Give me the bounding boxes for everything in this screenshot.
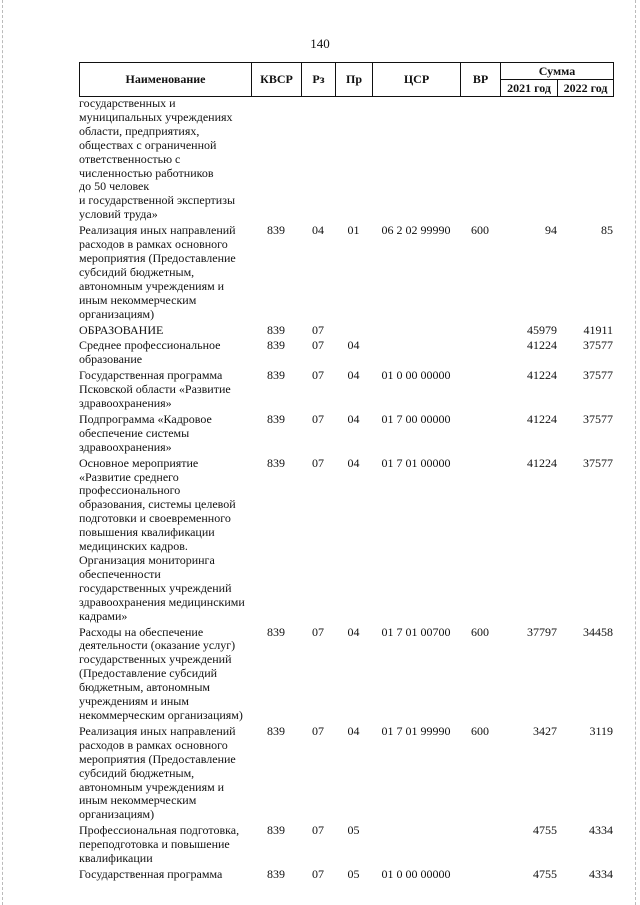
row-csr: 06 2 02 99990 [381,223,451,238]
row-name-line: субсидий бюджетным, [79,765,195,780]
row-vr [460,824,500,838]
row-vr [460,339,500,353]
row-name-line: мероприятия (Предоставление [79,250,236,265]
row-name-line: организациям) [79,807,155,822]
row-vr: 600 [471,223,489,238]
row-rz: 07 [312,322,324,337]
row-kvsr: 839 [267,411,285,426]
row-vr: 600 [471,624,489,639]
page-edge-right [635,0,637,905]
row-name-line: расходов в рамках основного [79,237,228,252]
row-sum-2022: 37577 [583,455,613,470]
row-name-line: ответственностью с [79,151,181,166]
row-name-line: Основное мероприятие [79,455,199,470]
row-name-line: здравоохранения» [79,396,172,411]
table-row [79,413,613,455]
row-name-line: переподготовка и повышение [79,837,230,852]
row-name-line: учреждениям и иным [79,694,189,709]
row-name-line: организациям) [79,306,155,321]
row-csr: 01 7 01 99990 [381,723,451,738]
row-name-line: численностью работников [79,165,214,180]
row-csr: 01 7 01 00000 [381,455,451,470]
row-name-line: подготовки и своевременного [79,511,231,526]
row-name-line: Государственная программа [79,866,223,881]
row-name-line: муниципальных учреждениях [79,109,233,124]
row-name-line: Государственная программа [79,368,223,383]
row-rz: 07 [312,866,324,881]
row-name-line: обеспечение системы [79,425,190,440]
row-pr: 01 [347,223,360,238]
table-row [79,97,613,222]
row-name-line: (Предоставление субсидий [79,666,218,681]
row-kvsr: 839 [267,455,285,470]
row-name-line: автономным учреждениям и [79,779,225,794]
row-name-line: здравоохранения медицинскими [79,594,245,609]
row-name-line: квалификации [79,851,153,866]
row-rz: 07 [312,723,324,738]
row-rz: 07 [312,368,324,383]
row-kvsr [251,97,301,111]
row-pr: 04 [347,338,360,353]
row-pr: 04 [347,411,360,426]
row-sum-2021: 3427 [533,723,557,738]
row-pr: 04 [347,455,360,470]
row-pr: 05 [347,823,360,838]
row-vr [460,868,500,882]
row-name-line: профессионального [79,483,181,498]
row-sum-2022: 37577 [583,338,613,353]
row-kvsr: 839 [267,624,285,639]
row-rz: 04 [312,223,324,238]
row-rz: 07 [312,411,324,426]
row-name-line: ОБРАЗОВАНИЕ [79,322,164,337]
header-rz: Рз [302,63,336,97]
table-row [79,324,613,338]
row-csr: 01 7 00 00000 [381,411,451,426]
row-vr [460,413,500,427]
row-vr [460,369,500,383]
row-name-line: образования, системы целевой [79,497,236,512]
row-name-line: условий труда» [79,207,158,222]
page-number: 140 [310,36,330,51]
row-vr: 600 [471,723,489,738]
row-sum-2022: 85 [601,223,613,238]
row-name-line: медицинских кадров. [79,539,188,554]
header-pr: Пр [336,63,373,97]
row-name-line: повышения квалификации [79,525,215,540]
row-sum-2021: 94 [545,223,557,238]
table-body [79,97,613,882]
row-kvsr: 839 [267,223,285,238]
row-sum-2022: 41911 [583,322,613,337]
row-name-line: Реализация иных направлений [79,723,236,738]
row-sum-2022: 3119 [589,723,613,738]
row-csr [372,324,460,338]
row-name-line: образование [79,352,143,367]
row-rz: 07 [312,338,324,353]
header-sum: Сумма [501,63,614,80]
row-csr: 01 0 00 00000 [381,866,451,881]
table-row [79,224,613,321]
row-csr [372,824,460,838]
row-kvsr: 839 [267,368,285,383]
row-sum-2022: 34458 [583,624,613,639]
row-name-line: Реализация иных направлений [79,223,236,238]
row-vr [460,97,500,111]
row-rz: 07 [312,455,324,470]
row-pr [335,97,372,111]
row-name-line: бюджетным, автономным [79,680,210,695]
row-name-line: Псковской области «Развитие [79,382,231,397]
row-name-line: государственных и [79,96,176,110]
row-kvsr: 839 [267,823,285,838]
row-sum-2021: 41224 [527,411,557,426]
row-name-line: и государственной экспертизы [79,193,236,208]
table-row [79,626,613,723]
row-csr: 01 0 00 00000 [381,368,451,383]
row-name-line: обществах с ограниченной [79,137,217,152]
row-rz: 07 [312,624,324,639]
row-rz: 07 [312,823,324,838]
row-name-line: Подпрограмма «Кадровое [79,411,212,426]
row-name-line: Расходы на обеспечение [79,624,204,639]
row-vr [460,457,500,471]
row-sum-2021: 4755 [533,866,557,881]
row-kvsr: 839 [267,723,285,738]
row-sum-2022: 4334 [589,823,613,838]
header-vr: ВР [461,63,501,97]
row-name-line: деятельности (оказание услуг) [79,638,236,653]
row-csr [372,339,460,353]
row-sum-2022: 37577 [583,411,613,426]
table-row [79,824,613,866]
header-year-2022: 2022 год [558,80,614,97]
row-name-line: Профессиональная подготовка, [79,823,240,838]
row-sum-2021: 37797 [527,624,557,639]
row-name-line: Среднее профессиональное [79,338,221,353]
row-sum-2022: 4334 [589,866,613,881]
row-sum-2021: 41224 [527,368,557,383]
header-kvsr: КВСР [252,63,302,97]
row-name-line: здравоохранения» [79,439,172,454]
row-name-line: кадрами» [79,608,128,623]
header-year-2021: 2021 год [501,80,558,97]
row-name-line: Организация мониторинга [79,553,215,567]
row-sum-2021 [500,97,557,111]
row-sum-2021: 41224 [527,455,557,470]
row-rz [301,97,335,111]
row-name-line: иным некоммерческим [79,292,197,307]
row-kvsr: 839 [267,322,285,337]
row-pr: 04 [347,368,360,383]
row-sum-2022: 37577 [583,368,613,383]
table-row [79,369,613,411]
row-name-line: расходов в рамках основного [79,737,228,752]
row-pr: 05 [347,866,360,881]
row-csr [372,97,460,111]
row-vr [460,324,500,338]
table-row [79,868,613,882]
row-name-line: автономным учреждениям и [79,278,225,293]
row-sum-2021: 45979 [527,322,557,337]
row-sum-2022 [557,97,613,111]
row-csr: 01 7 01 00700 [381,624,451,639]
row-name-line: некоммерческим организациям) [79,707,243,722]
row-name-line: обеспеченности [79,566,161,581]
row-name-line: государственных учреждений [79,580,232,595]
row-pr: 04 [347,723,360,738]
row-name-line: иным некоммерческим [79,793,197,808]
row-pr [335,324,372,338]
row-name-line: субсидий бюджетным, [79,264,195,279]
header-csr: ЦСР [373,63,461,97]
row-name-line: «Развитие среднего [79,469,179,484]
row-kvsr: 839 [267,338,285,353]
table-header [79,62,614,97]
row-kvsr: 839 [267,866,285,881]
page-edge-left [2,0,4,905]
header-name: Наименование [80,63,252,97]
row-sum-2021: 4755 [533,823,557,838]
row-pr: 04 [347,624,360,639]
table-row [79,457,613,624]
row-name-line: области, предприятиях, [79,123,200,138]
row-sum-2021: 41224 [527,338,557,353]
row-name-line: мероприятия (Предоставление [79,751,236,766]
row-name-line: государственных учреждений [79,652,232,667]
table-row [79,725,613,822]
table-row [79,339,613,367]
row-name-line: до 50 человек [79,179,150,194]
